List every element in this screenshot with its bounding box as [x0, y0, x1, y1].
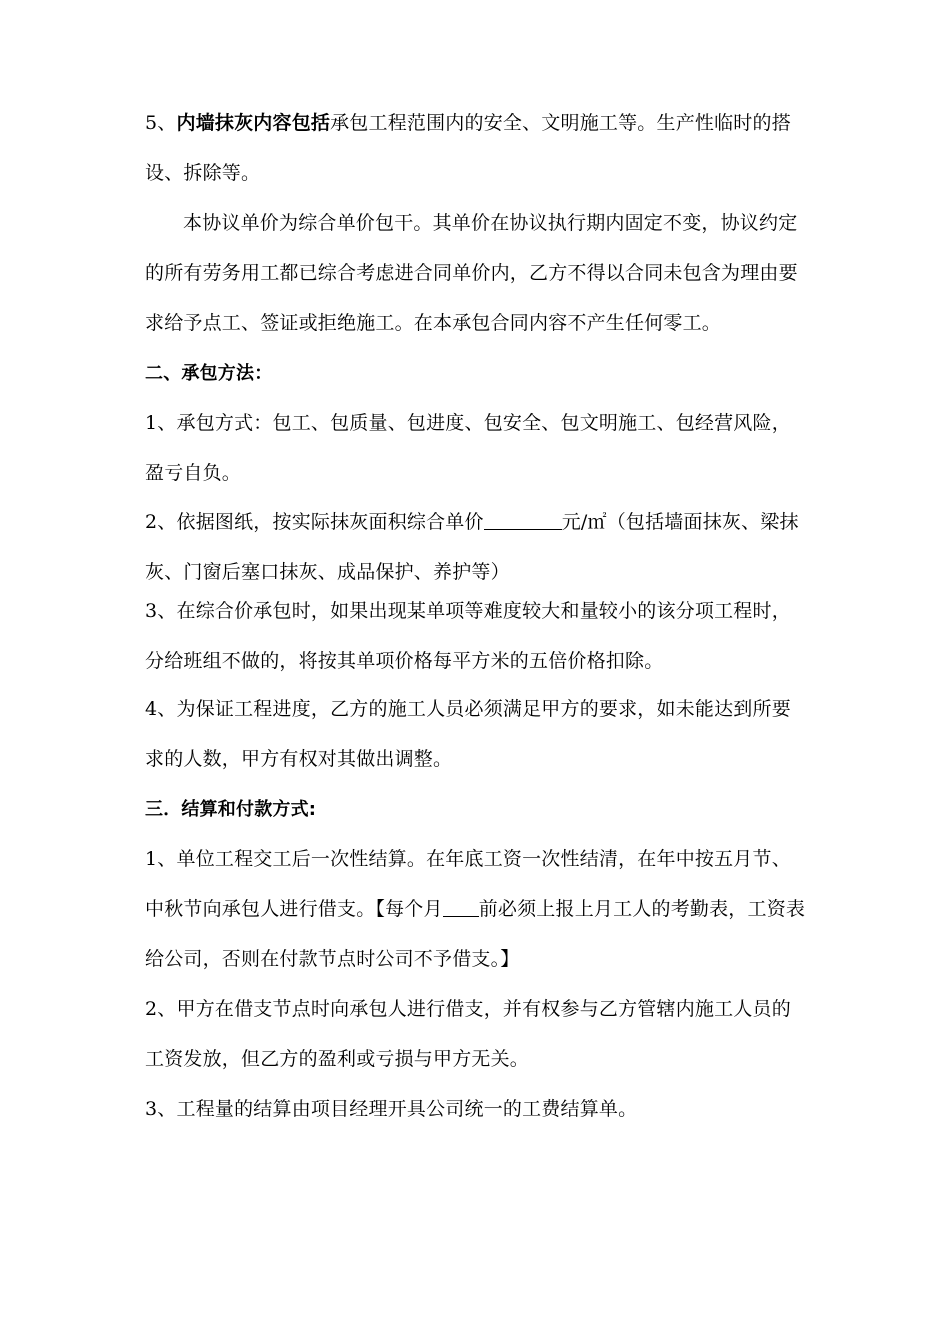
section-3-item-1-text-after: 前必须上报上月工人的考勤表，工资表给公司，否则在付款节点时公司不予借支。】: [145, 898, 806, 970]
section-3-heading: 三．结算和付款方式:: [145, 799, 317, 820]
item-5-number: 5、: [145, 112, 177, 134]
section-2-heading: 二、承包方法：: [145, 363, 273, 384]
unit-price-paragraph: 本协议单价为综合单价包干。其单价在协议执行期内固定不变，协议约定的所有劳务用工都已综合考虑进合同单价内，乙方不得以合同未包含为理由要求给予点工、签证或拒绝施工。在本承包合同内容不产生任何零工。: [145, 212, 798, 334]
month-day-blank: [443, 898, 479, 917]
section-2-item-2-text-after: 元/㎡（包括墙面抹灰、梁抹灰、门窗后塞口抹灰、成品保护、养护等）: [145, 511, 799, 583]
section-3-item-2: 2、甲方在借支节点时向承包人进行借支，并有权参与乙方管辖内施工人员的工资发放，但乙方的盈利或亏损与甲方无关。: [145, 998, 791, 1070]
item-5-paragraph: [145, 98, 807, 198]
section-3-item-1: [145, 834, 807, 984]
section-3-item-3: 3、工程量的结算由项目经理开具公司统一的工费结算单。: [145, 1098, 638, 1120]
section-3-item-1-text-before: 1、单位工程交工后一次性结算。在年底工资一次性结清，在年中按五月节、中秋节向承包人进行借支。【每个月: [145, 848, 791, 920]
section-2-item-3: 3、在综合价承包时，如果出现某单项等难度较大和量较小的该分项工程时，分给班组不做的，将按其单项价格每平方米的五倍价格扣除。: [145, 600, 791, 672]
section-2-item-4: 4、为保证工程进度，乙方的施工人员必须满足甲方的要求，如未能达到所要求的人数，甲方有权对其做出调整。: [145, 698, 791, 770]
section-2-item-2: [145, 497, 807, 597]
item-5-text: 承包工程范围内的安全、文明施工等。生产性临时的搭设、拆除等。: [145, 112, 791, 184]
section-2-item-2-text-before: 2、依据图纸，按实际抹灰面积综合单价: [145, 511, 484, 533]
item-5-bold-label: 内墙抹灰内容包括: [176, 112, 331, 134]
section-2-item-1: 1、承包方式：包工、包质量、包进度、包安全、包文明施工、包经营风险，盈亏自负。: [145, 412, 791, 484]
unit-price-blank: [484, 511, 562, 530]
